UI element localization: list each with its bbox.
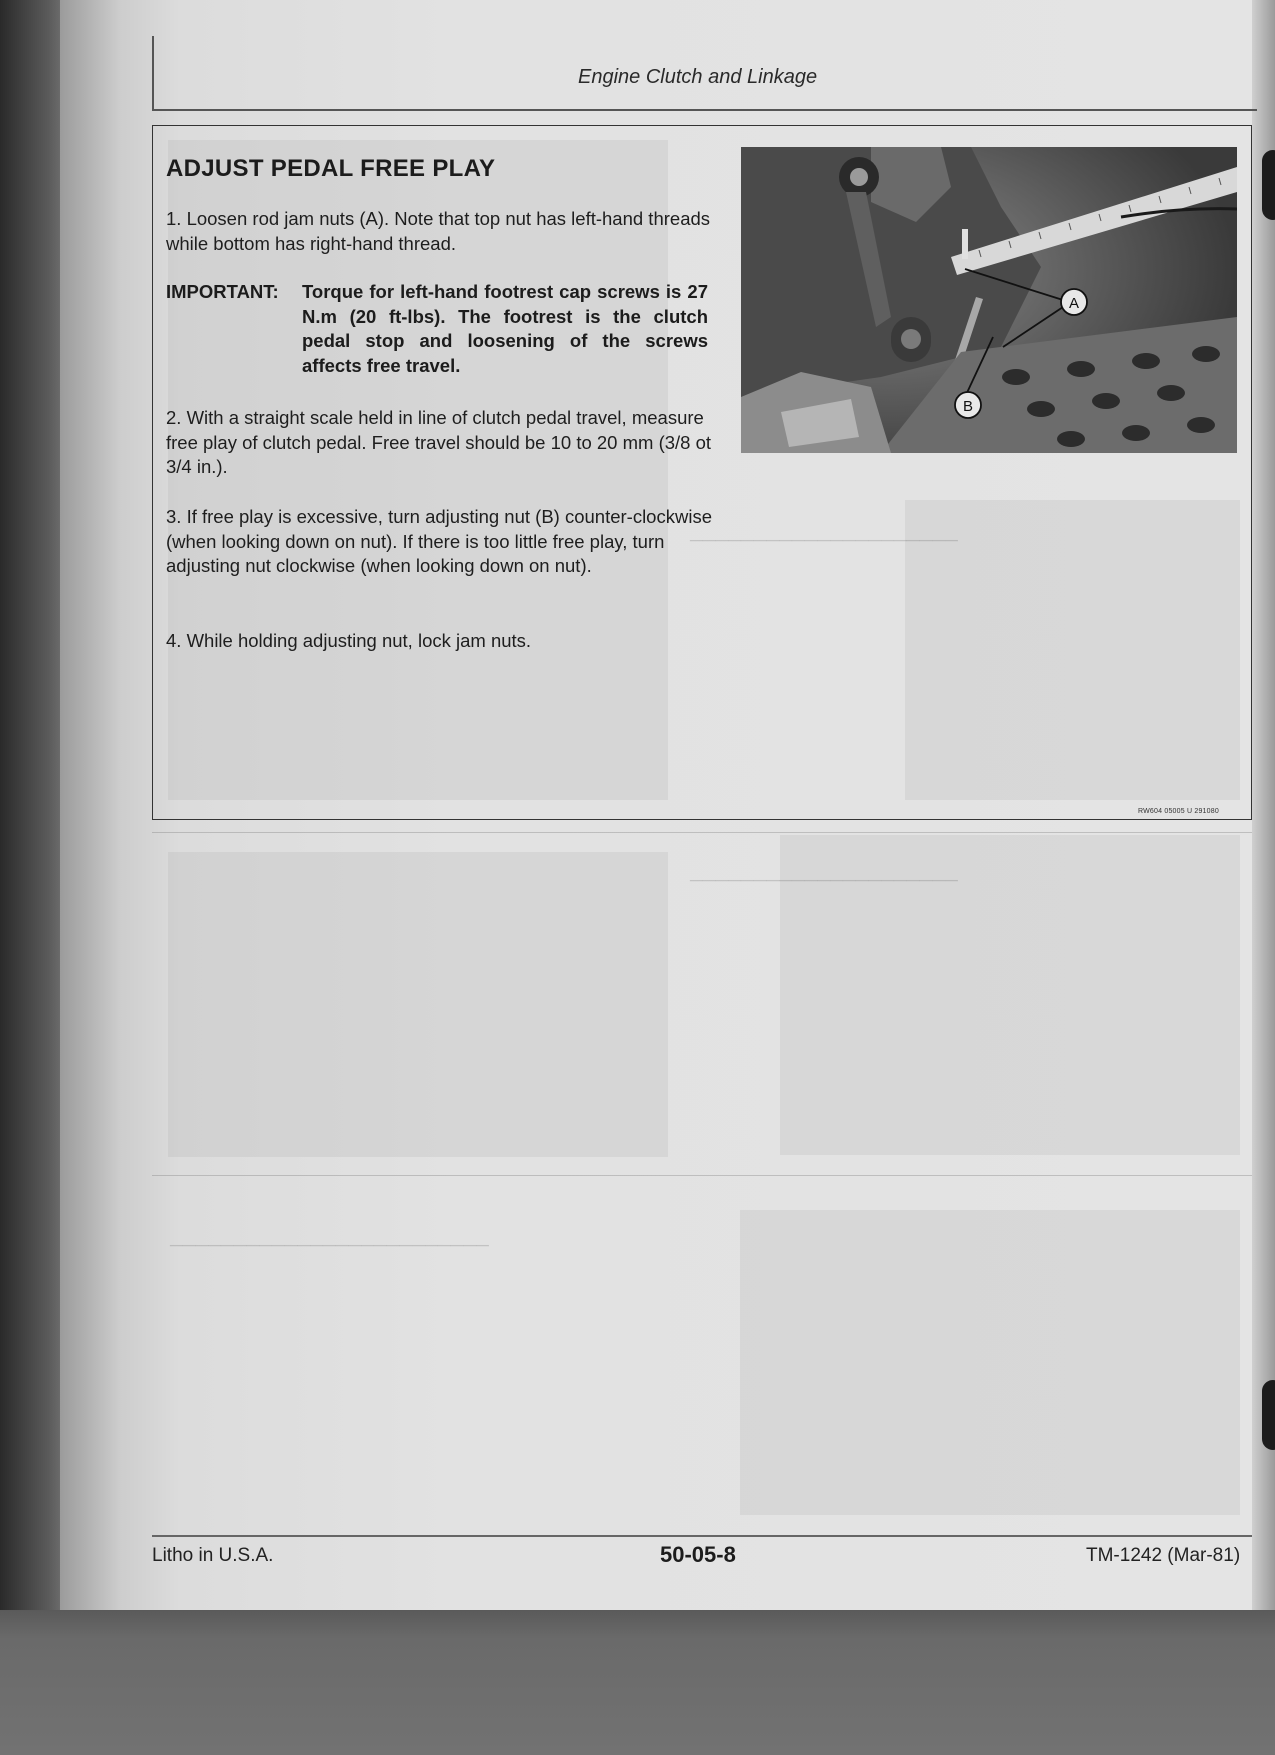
binder-hole-bottom	[1262, 1380, 1275, 1450]
bleed-through-text: ─────────────────────	[690, 870, 958, 890]
important-label: IMPORTANT:	[166, 281, 279, 302]
header-rule-horizontal	[152, 109, 1257, 111]
binder-hole-top	[1262, 150, 1275, 220]
step-3-text: 3. If free play is excessive, turn adjusting nut (B) counter-clockwise (when looking down on nut). If there is too little free play, turn adjusting nut clockwise (when looking down on nut).	[166, 506, 712, 576]
page-number: 50-05-8	[660, 1542, 736, 1567]
page-right-edge	[1252, 0, 1275, 1610]
pedal-linkage-photo	[741, 147, 1237, 453]
step-1-text: 1. Loosen rod jam nuts (A). Note that top nut has left-hand threads while bottom has right-hand thread.	[166, 208, 711, 254]
bleed-through-rule-1	[152, 832, 1252, 833]
step-4-text: 4. While holding adjusting nut, lock jam nuts.	[166, 630, 532, 651]
manual-id: TM-1242 (Mar-81)	[1086, 1545, 1241, 1566]
bleed-through-text: ─────────────────────	[690, 530, 958, 550]
bleed-through-rule-2	[152, 1175, 1252, 1176]
running-header-title: Engine Clutch and Linkage	[578, 66, 818, 88]
section-title: ADJUST PEDAL FREE PLAY	[166, 155, 496, 182]
step-2-text: 2. With a straight scale held in line of clutch pedal travel, measure free play of clutch pedal. Free travel should be 10 to 20 mm (3/8 ot 3/4 in.).	[166, 407, 712, 477]
bleed-through-text: ─────────────────────────	[170, 1235, 489, 1255]
important-note	[166, 280, 712, 378]
figure-code: RW604 05005 U 291080	[1138, 808, 1219, 815]
header-rule-vertical	[152, 36, 154, 110]
callout-b: B	[962, 398, 974, 415]
footer-printer-note: Litho in U.S.A.	[152, 1545, 274, 1566]
scan-bottom-shadow	[0, 1610, 1275, 1755]
important-text: Torque for left-hand footrest cap screws is 27 N.m (20 ft-lbs). The footrest is the clutch pedal stop and loosening of the screws affects free travel.	[302, 281, 708, 376]
bleed-through-photo-5	[740, 1210, 1240, 1515]
bleed-through-photo-3	[168, 852, 668, 1157]
callout-a: A	[1068, 295, 1080, 312]
footer-rule	[152, 1535, 1252, 1537]
